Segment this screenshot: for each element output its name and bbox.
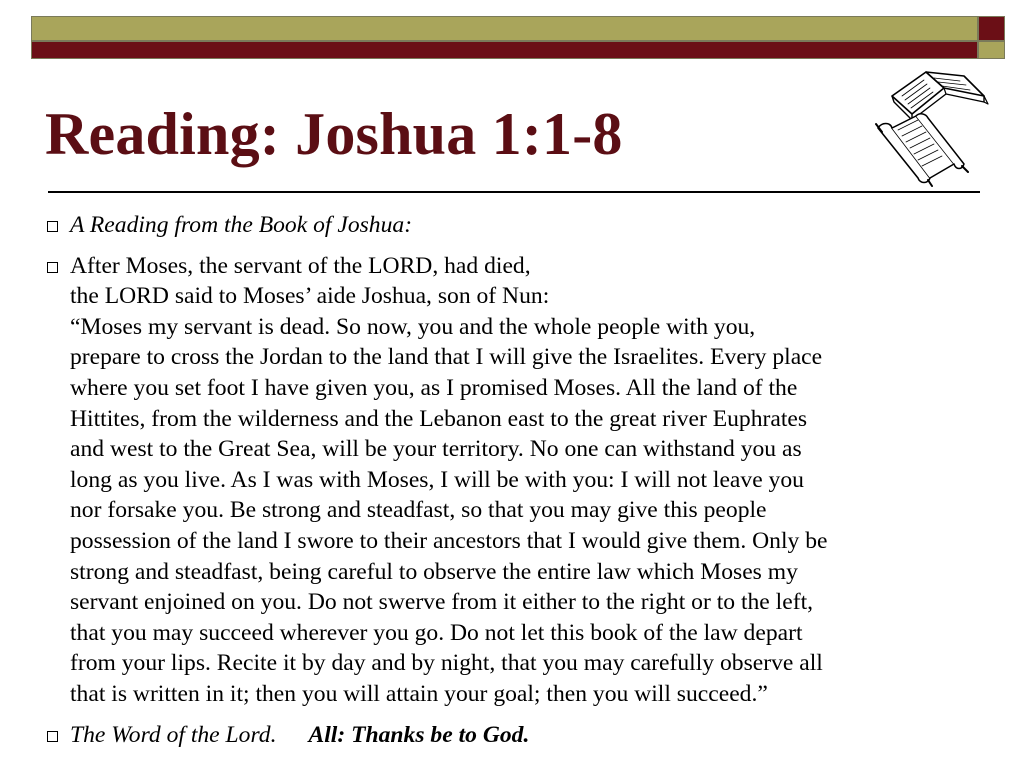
passage-line: “Moses my servant is dead. So now, you and the whole people with you, [70,313,756,340]
passage-line: strong and steadfast, being careful to observe the entire law which Moses my [70,558,798,585]
passage-line: long as you live. As I was with Moses, I will be with you: I will not leave you [70,466,804,493]
passage-line: Hittites, from the wilderness and the Lebanon east to the great river Euphrates [70,405,808,432]
passage-line: that is written in it; then you will attain your goal; then you will succeed.” [70,680,768,707]
passage-line: possession of the land I swore to their ancestors that I would give them. Only be [70,527,828,554]
closing-acclamation: The Word of the Lord. [70,721,277,748]
passage-line: After Moses, the servant of the LORD, had died, [70,252,531,279]
header-corner-square-olive [978,41,1005,59]
hollow-square-bullet-icon [47,262,58,273]
passage-line: that you may succeed wherever you go. Do not let this book of the law depart [70,619,803,646]
header-bar-maroon [31,41,978,59]
title-divider [48,191,980,193]
list-item [46,210,996,241]
passage-line: where you set foot I have given you, as I promised Moses. All the land of the [70,374,798,401]
reading-intro: A Reading from the Book of Joshua: [70,212,413,238]
passage-line: from your lips. Recite it by day and by night, that you may carefully observe all [70,650,823,677]
passage-text [70,251,996,710]
header-corner-square-maroon [978,16,1005,41]
passage-line: and west to the Great Sea, will be your territory. No one can withstand you as [70,436,802,463]
hollow-square-bullet-icon [47,221,58,232]
reading-list [46,210,996,760]
passage-line: servant enjoined on you. Do not swerve from it either to the right or to the left, [70,589,814,616]
passage-line: nor forsake you. Be strong and steadfast, so that you may give this people [70,497,767,524]
congregation-response: All: Thanks be to God. [308,721,530,748]
hollow-square-bullet-icon [47,731,58,742]
list-item [46,720,996,751]
slide-title: Reading: Joshua 1:1-8 [45,101,623,167]
passage-line: prepare to cross the Jordan to the land that I will give the Israelites. Every place [70,344,823,371]
list-item [46,251,996,710]
passage-line: the LORD said to Moses’ aide Joshua, son of Nun: [70,283,550,310]
open-book-and-scroll-icon [872,66,994,190]
header-bar-olive [31,16,978,41]
